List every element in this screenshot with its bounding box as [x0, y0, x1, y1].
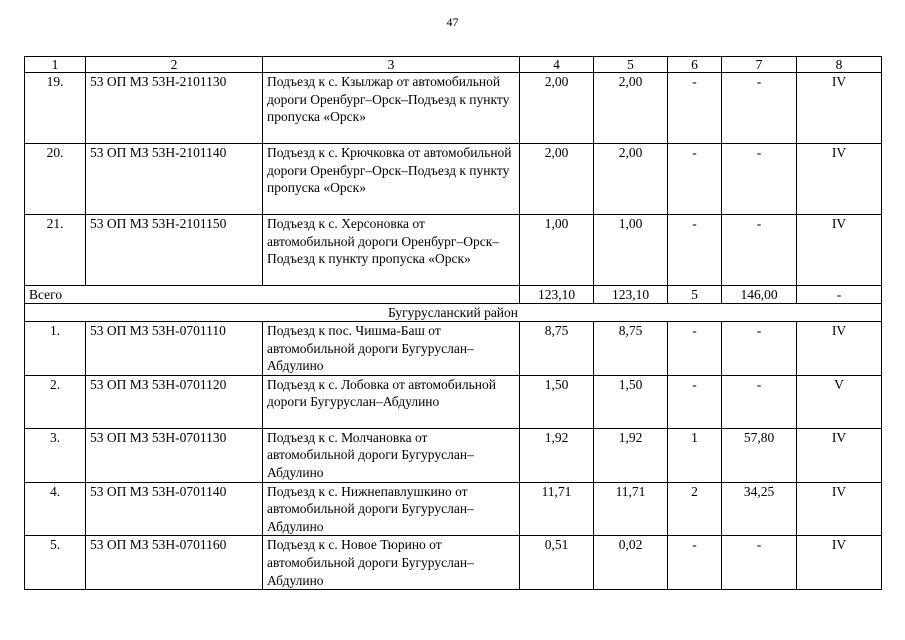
road-category: IV — [797, 482, 882, 536]
table-row — [25, 73, 882, 144]
cell-col5: 1,50 — [594, 375, 668, 428]
cell-col6: 1 — [668, 428, 722, 482]
cell-col4: 2,00 — [520, 73, 594, 144]
road-name: Подъезд к пос. Чишма-Баш от автомобильной дороги Бугуруслан–Абдулино — [263, 322, 520, 376]
cell-col6: - — [668, 375, 722, 428]
cell-col5: 2,00 — [594, 144, 668, 215]
row-number: 20. — [25, 144, 86, 215]
road-id: 53 ОП МЗ 53Н-2101140 — [86, 144, 263, 215]
row-number: 1. — [25, 322, 86, 376]
road-name: Подъезд к с. Лобовка от автомобильной дороги Бугуруслан–Абдулино — [263, 375, 520, 428]
cell-col5: 8,75 — [594, 322, 668, 376]
total-col7: 146,00 — [722, 286, 797, 304]
page-number: 47 — [446, 15, 459, 29]
cell-col4: 0,51 — [520, 536, 594, 590]
road-name: Подъезд к с. Новое Тюрино от автомобильной дороги Бугуруслан–Абдулино — [263, 536, 520, 590]
table-row — [25, 482, 882, 536]
cell-col6: - — [668, 144, 722, 215]
cell-col6: - — [668, 215, 722, 286]
column-number-row — [25, 57, 882, 73]
row-number: 2. — [25, 375, 86, 428]
table-row — [25, 536, 882, 590]
road-category: IV — [797, 428, 882, 482]
road-name: Подъезд к с. Молчановка от автомобильной дороги Бугуруслан–Абдулино — [263, 428, 520, 482]
cell-col6: - — [668, 322, 722, 376]
cell-col7: - — [722, 375, 797, 428]
row-number: 3. — [25, 428, 86, 482]
column-number: 8 — [797, 57, 882, 73]
cell-col5: 2,00 — [594, 73, 668, 144]
cell-col4: 1,00 — [520, 215, 594, 286]
road-id: 53 ОП МЗ 53Н-2101130 — [86, 73, 263, 144]
total-row — [25, 286, 882, 304]
table-row — [25, 322, 882, 376]
cell-col7: 34,25 — [722, 482, 797, 536]
road-id: 53 ОП МЗ 53Н-2101150 — [86, 215, 263, 286]
cell-col4: 1,92 — [520, 428, 594, 482]
column-number: 5 — [594, 57, 668, 73]
road-name: Подъезд к с. Херсоновка от автомобильной дороги Оренбург–Орск–Подъезд к пункту пропуска «Орск» — [263, 215, 520, 286]
road-category: IV — [797, 322, 882, 376]
table-row — [25, 215, 882, 286]
cell-col5: 1,00 — [594, 215, 668, 286]
cell-col6: 2 — [668, 482, 722, 536]
cell-col7: - — [722, 322, 797, 376]
cell-col7: - — [722, 536, 797, 590]
column-number: 1 — [25, 57, 86, 73]
cell-col4: 11,71 — [520, 482, 594, 536]
column-number: 7 — [722, 57, 797, 73]
cell-col7: 57,80 — [722, 428, 797, 482]
total-col4: 123,10 — [520, 286, 594, 304]
road-category: IV — [797, 144, 882, 215]
road-category: V — [797, 375, 882, 428]
road-id: 53 ОП МЗ 53Н-0701130 — [86, 428, 263, 482]
row-number: 19. — [25, 73, 86, 144]
section-row — [25, 304, 882, 322]
road-id: 53 ОП МЗ 53Н-0701110 — [86, 322, 263, 376]
road-id: 53 ОП МЗ 53Н-0701120 — [86, 375, 263, 428]
cell-col4: 2,00 — [520, 144, 594, 215]
total-label: Всего — [25, 286, 520, 304]
row-number: 21. — [25, 215, 86, 286]
row-number: 5. — [25, 536, 86, 590]
cell-col7: - — [722, 73, 797, 144]
road-name: Подъезд к с. Нижнепавлушкино от автомобильной дороги Бугуруслан–Абдулино — [263, 482, 520, 536]
road-category: IV — [797, 73, 882, 144]
section-title: Бугурусланский район — [25, 304, 882, 322]
road-category: IV — [797, 536, 882, 590]
road-name: Подъезд к с. Кзылжар от автомобильной дороги Оренбург–Орск–Подъезд к пункту пропуска «Орск» — [263, 73, 520, 144]
column-number: 4 — [520, 57, 594, 73]
row-number: 4. — [25, 482, 86, 536]
cell-col5: 1,92 — [594, 428, 668, 482]
table-row — [25, 144, 882, 215]
road-category: IV — [797, 215, 882, 286]
roads-table — [24, 56, 882, 590]
total-col6: 5 — [668, 286, 722, 304]
total-col8: - — [797, 286, 882, 304]
table-row — [25, 428, 882, 482]
column-number: 6 — [668, 57, 722, 73]
table-row — [25, 375, 882, 428]
cell-col7: - — [722, 144, 797, 215]
road-name: Подъезд к с. Крючковка от автомобильной дороги Оренбург–Орск–Подъезд к пункту пропуска «Орск» — [263, 144, 520, 215]
total-col5: 123,10 — [594, 286, 668, 304]
cell-col5: 11,71 — [594, 482, 668, 536]
cell-col4: 8,75 — [520, 322, 594, 376]
cell-col5: 0,02 — [594, 536, 668, 590]
cell-col6: - — [668, 73, 722, 144]
column-number: 2 — [86, 57, 263, 73]
cell-col4: 1,50 — [520, 375, 594, 428]
road-id: 53 ОП МЗ 53Н-0701140 — [86, 482, 263, 536]
cell-col7: - — [722, 215, 797, 286]
road-id: 53 ОП МЗ 53Н-0701160 — [86, 536, 263, 590]
cell-col6: - — [668, 536, 722, 590]
column-number: 3 — [263, 57, 520, 73]
